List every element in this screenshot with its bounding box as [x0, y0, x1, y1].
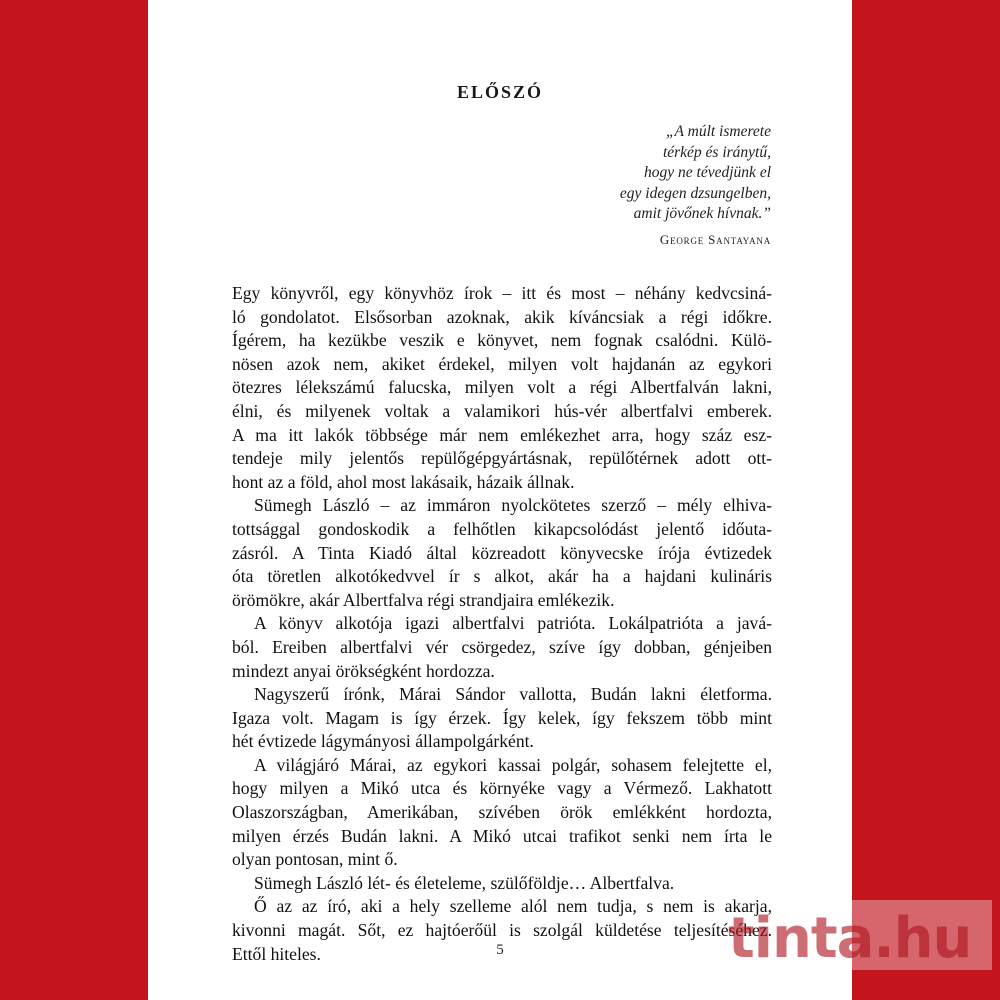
- text-line: A ma itt lakók többsége már nem emlékezhet arra, hogy száz esz-: [232, 424, 772, 445]
- text-line: óta töretlen alkotókedvvel ír s alkot, akár ha a hajdani kulináris: [232, 566, 772, 587]
- epigraph-line: egy idegen dzsungelben,: [619, 184, 771, 202]
- text-line: mindezt anyai örökségként hordozza.: [232, 660, 495, 681]
- book-page: [148, 0, 852, 1000]
- chapter-title: ELŐSZÓ: [456, 82, 544, 102]
- text-line: Sümegh László lét- és életeleme, szülőföldje… Albertfalva.: [254, 872, 675, 893]
- text-line: A világjáró Márai, az egykori kassai polgár, sohasem felejtette el,: [254, 754, 772, 775]
- text-line: tottsággal gondoskodik a felhőtlen kikapcsolódást jelentő időuta-: [232, 518, 772, 539]
- epigraph-line: térkép és iránytű,: [662, 143, 771, 161]
- text-line: olyan pontosan, mint ő.: [232, 849, 398, 870]
- text-line: Igaza volt. Magam is így érzek. Így kelek, így fekszem több mint: [232, 707, 772, 728]
- text-line: élni, és milyenek voltak a valamikori hús-vér albertfalvi emberek.: [232, 400, 772, 421]
- watermark-logo-text: tinta.hu: [728, 906, 972, 971]
- epigraph-author: George Santayana: [659, 232, 771, 247]
- text-line: Ettől hiteles.: [232, 943, 321, 964]
- text-line: hét évtizede lágymányosi állampolgárként.: [232, 731, 534, 752]
- text-line: Ő az az író, aki a hely szelleme alól nem tudja, s nem is akarja,: [254, 896, 772, 917]
- text-line: hont az a föld, ahol most lakásaik, házaik állnak.: [232, 471, 575, 492]
- text-line: Olaszországban, Amerikában, szívében örök emlékként hordozta,: [232, 802, 772, 823]
- epigraph-line: amit jövőnek hívnak.”: [633, 205, 771, 222]
- text-line: zásról. A Tinta Kiadó által közreadott könyvecske írója évtizedek: [232, 542, 772, 563]
- body-text: [232, 282, 772, 966]
- text-line: A könyv alkotója igazi albertfalvi patrióta. Lokálpatrióta a javá-: [254, 613, 772, 634]
- page-number: 5: [496, 942, 504, 958]
- text-line: kivonni magát. Sőt, ez hajtóerőül is szolgál küldetése teljesítéséhez.: [232, 920, 772, 941]
- text-line: ló gondolatot. Elsősorban azoknak, akik kíváncsiak a régi időkre.: [232, 306, 772, 327]
- text-line: örömökre, akár Albertfalva régi strandjaira emlékezik.: [232, 589, 615, 610]
- text-line: Nagyszerű írónk, Márai Sándor vallotta, Budán lakni életforma.: [254, 684, 772, 705]
- text-line: nösen azok nem, akiket érdekel, milyen volt hajdanán az egykori: [232, 353, 772, 374]
- text-line: Sümegh László – az immáron nyolckötetes szerző – mély elhiva-: [254, 495, 772, 516]
- text-line: ból. Ereiben albertfalvi vér csörgedez, szíve így dobban, génjeiben: [232, 636, 772, 657]
- epigraph-line: „A múlt ismerete: [665, 123, 771, 140]
- text-line: tendeje mily jelentős repülőgépgyártásnak, repülőtérnek adott ott-: [232, 448, 772, 469]
- text-line: ötezres lélekszámú falucska, milyen volt a régi Albertfalván lakni,: [232, 377, 772, 398]
- epigraph-line: hogy ne tévedjünk el: [644, 164, 771, 181]
- text-line: milyen érzés Budán lakni. A Mikó utcai trafikot senki nem írta le: [232, 825, 772, 846]
- text-line: hogy milyen a Mikó utca és környéke vagy a Vérmező. Lakhatott: [232, 778, 772, 799]
- epigraph-quote: [620, 122, 771, 225]
- text-line: Egy könyvről, egy könyvhöz írok – itt és most – néhány kedvcsiná-: [232, 283, 772, 303]
- text-line: Ígérem, ha kezükbe veszik e könyvet, nem fognak csalódni. Külö-: [232, 330, 772, 351]
- watermark: [728, 898, 992, 984]
